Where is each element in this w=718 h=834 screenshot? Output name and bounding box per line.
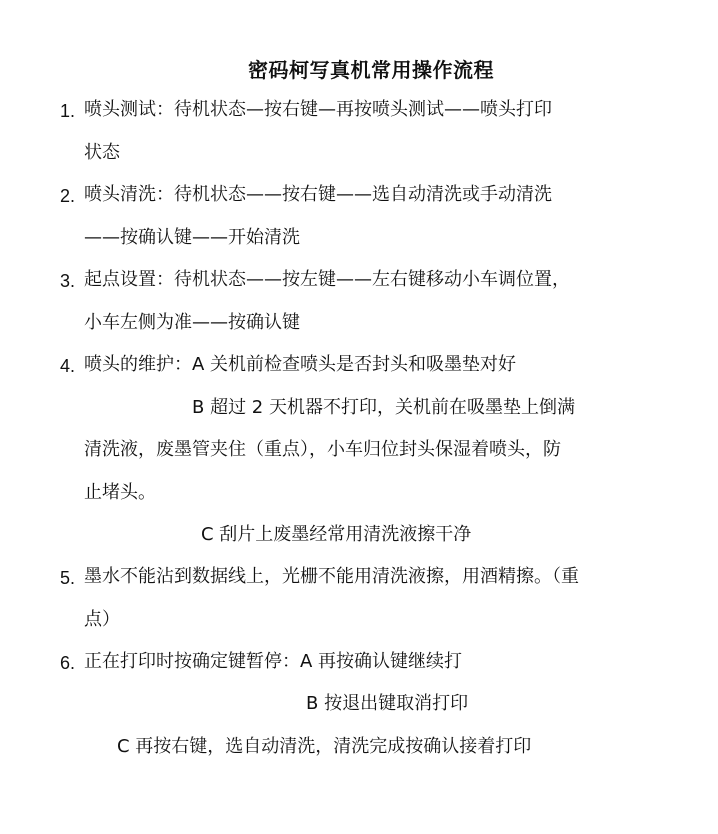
item-4-line-2: B 超过 2 天机器不打印，关机前在吸墨垫上倒满 xyxy=(192,397,575,418)
item-1-number: 1. xyxy=(60,101,76,121)
item-3-line-1: 起点设置：待机状态——按左键——左右键移动小车调位置， xyxy=(84,269,570,290)
item-4-line-1: 喷头的维护：A 关机前检查喷头是否封头和吸墨垫对好 xyxy=(84,354,517,375)
item-6-line-2: B 按退出键取消打印 xyxy=(306,693,469,714)
document-title: 密码柯写真机常用操作流程 xyxy=(248,58,494,82)
item-3-number: 3. xyxy=(60,271,76,291)
item-6-line-1: 正在打印时按确定键暂停：A 再按确认键继续打 xyxy=(84,651,463,672)
item-5-line-1: 墨水不能沾到数据线上，光栅不能用清洗液擦，用酒精擦。（重 xyxy=(84,566,579,587)
item-4-line-5: C 刮片上废墨经常用清洗液擦干净 xyxy=(201,524,472,545)
item-2-line-2: ——按确认键——开始清洗 xyxy=(84,227,300,248)
item-2-line-1: 喷头清洗：待机状态——按右键——选自动清洗或手动清洗 xyxy=(84,184,552,205)
item-2-number: 2. xyxy=(60,186,76,206)
item-6-number: 6. xyxy=(60,653,76,673)
item-5-line-2: 点） xyxy=(84,609,120,630)
item-3-line-2: 小车左侧为准——按确认键 xyxy=(84,312,300,333)
item-5-number: 5. xyxy=(60,568,76,588)
item-1-line-1: 喷头测试：待机状态—按右键—再按喷头测试——喷头打印 xyxy=(84,99,552,120)
item-1-line-2: 状态 xyxy=(84,142,120,163)
item-4-number: 4. xyxy=(60,356,76,376)
item-6-line-3: C 再按右键，选自动清洗，清洗完成按确认接着打印 xyxy=(117,736,532,757)
item-4-line-3: 清洗液，废墨管夹住（重点），小车归位封头保湿着喷头，防 xyxy=(84,439,561,460)
item-4-line-4: 止堵头。 xyxy=(84,482,156,503)
